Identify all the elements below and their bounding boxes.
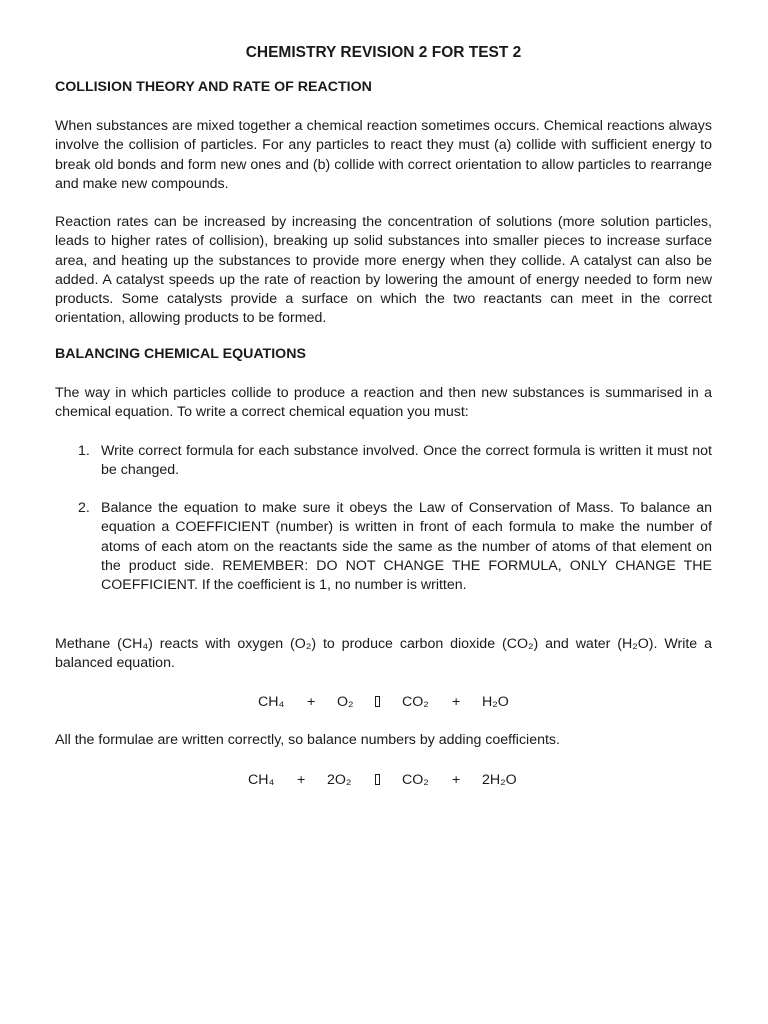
equation-term-methane: CH₄ — [258, 694, 285, 710]
reaction-arrow-icon — [375, 692, 380, 713]
equation-term-carbon-dioxide: CO₂ — [402, 694, 429, 710]
equation-plus: + — [297, 772, 306, 788]
equation-term-carbon-dioxide: CO₂ — [402, 772, 429, 788]
balancing-equations-heading: BALANCING CHEMICAL EQUATIONS — [55, 346, 306, 362]
balanced-equation — [55, 770, 712, 790]
equation-term-methane: CH₄ — [248, 772, 275, 788]
reaction-arrow-icon — [375, 770, 380, 791]
equation-term-oxygen: O₂ — [337, 694, 354, 710]
list-item-text: Balance the equation to make sure it obeys the Law of Conservation of Mass. To balance an equation a COEFFICIENT (number) is written in front of each formula to make the number of atoms of each atom on the reactants side the same as the number of atoms of that element on the product side. REMEMBER: DO NOT CHANGE THE FORMULA, ONLY CHANGE THE COEFFICIENT. If the coefficient is 1, no number is written. — [101, 500, 712, 594]
equation-plus: + — [452, 694, 461, 710]
reaction-rates-paragraph: Reaction rates can be increased by increasing the concentration of solutions (more solution particles, leads to higher rates of collision), breaking up solid substances into smaller pieces to increase surface area, and heating up the substances to provide more energy when they collide. A catalyst can also be added. A catalyst speeds up the rate of reaction by lowering the amount of energy needed to form new products. Some catalysts provide a surface on which the two reactants can meet in the correct orientation, allowing products to be formed. — [55, 214, 712, 327]
collision-theory-paragraph: When substances are mixed together a chemical reaction sometimes occurs. Chemical reactions always involve the collision of particles. For any particles to react they must (a) collide with sufficient energy to break old bonds and form new ones and (b) collide with correct orientation to allow particles to rearrange and make new compounds. — [55, 118, 712, 192]
document-title: CHEMISTRY REVISION 2 FOR TEST 2 — [245, 44, 522, 61]
equation-plus: + — [452, 772, 461, 788]
equation-term-water: 2H₂O — [482, 772, 517, 788]
equation-term-oxygen: 2O₂ — [327, 772, 352, 788]
coefficients-note: All the formulae are written correctly, so balance numbers by adding coefficients. — [55, 732, 560, 748]
equation-plus: + — [307, 694, 316, 710]
list-number: 2. — [78, 500, 90, 516]
collision-theory-heading: COLLISION THEORY AND RATE OF REACTION — [55, 79, 372, 95]
equation-term-water: H₂O — [482, 694, 509, 710]
unbalanced-equation — [55, 692, 712, 712]
balancing-intro-paragraph: The way in which particles collide to produce a reaction and then new substances is summarised in a chemical equation. To write a correct chemical equation you must: — [55, 385, 712, 421]
methane-example-paragraph: Methane (CH₄) reacts with oxygen (O₂) to produce carbon dioxide (CO₂) and water (H₂O). Write a balanced equation. — [55, 636, 712, 672]
list-item-text: Write correct formula for each substance involved. Once the correct formula is written it must not be changed. — [101, 443, 712, 479]
list-number: 1. — [78, 443, 90, 459]
